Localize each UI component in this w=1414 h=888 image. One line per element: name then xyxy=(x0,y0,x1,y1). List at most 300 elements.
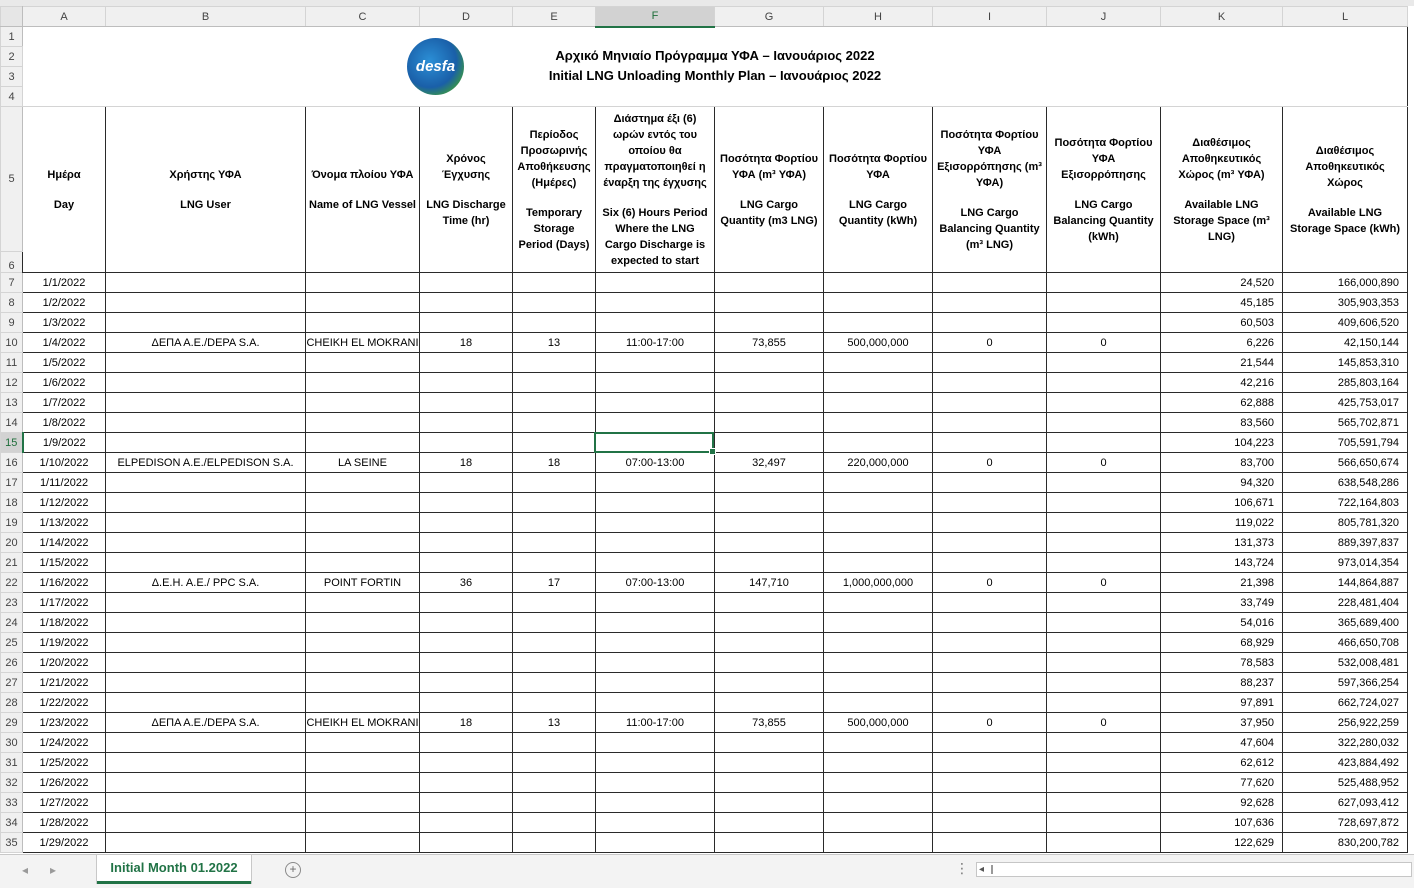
day-cell[interactable]: 1/25/2022 xyxy=(23,753,106,773)
lng-user-cell[interactable] xyxy=(106,813,306,833)
discharge-window-cell[interactable] xyxy=(596,793,715,813)
balancing-kwh-cell[interactable] xyxy=(1047,793,1161,813)
day-cell[interactable]: 1/4/2022 xyxy=(23,333,106,353)
cargo-kwh-cell[interactable] xyxy=(824,433,933,453)
vessel-cell[interactable] xyxy=(306,593,420,613)
vessel-cell[interactable] xyxy=(306,813,420,833)
discharge-window-cell[interactable]: 07:00-13:00 xyxy=(596,453,715,473)
space-kwh-cell[interactable]: 662,724,027 xyxy=(1283,693,1408,713)
discharge-window-cell[interactable] xyxy=(596,633,715,653)
discharge-window-cell[interactable] xyxy=(596,613,715,633)
space-m3-cell[interactable]: 107,636 xyxy=(1161,813,1283,833)
space-kwh-cell[interactable]: 145,853,310 xyxy=(1283,353,1408,373)
day-cell[interactable]: 1/20/2022 xyxy=(23,653,106,673)
header-cell-g[interactable] xyxy=(715,107,824,273)
lng-user-cell[interactable]: ELPEDISON A.E./ELPEDISON S.A. xyxy=(106,453,306,473)
balancing-m3-cell[interactable] xyxy=(933,373,1047,393)
lng-user-cell[interactable] xyxy=(106,313,306,333)
row-header[interactable]: 12 xyxy=(1,373,23,393)
cargo-kwh-cell[interactable] xyxy=(824,313,933,333)
storage-period-cell[interactable] xyxy=(513,793,596,813)
discharge-window-cell[interactable]: 11:00-17:00 xyxy=(596,713,715,733)
cargo-m3-cell[interactable] xyxy=(715,533,824,553)
cargo-m3-cell[interactable] xyxy=(715,513,824,533)
discharge-time-cell[interactable] xyxy=(420,653,513,673)
discharge-time-cell[interactable] xyxy=(420,373,513,393)
space-kwh-cell[interactable]: 322,280,032 xyxy=(1283,733,1408,753)
balancing-m3-cell[interactable]: 0 xyxy=(933,573,1047,593)
balancing-m3-cell[interactable] xyxy=(933,653,1047,673)
row-header[interactable]: 21 xyxy=(1,553,23,573)
balancing-kwh-cell[interactable] xyxy=(1047,553,1161,573)
vessel-cell[interactable] xyxy=(306,513,420,533)
scroll-left-icon[interactable]: ◂ xyxy=(979,864,985,875)
storage-period-cell[interactable] xyxy=(513,493,596,513)
discharge-time-cell[interactable]: 18 xyxy=(420,453,513,473)
column-header-i[interactable]: I xyxy=(933,7,1047,27)
cargo-m3-cell[interactable] xyxy=(715,773,824,793)
row-header[interactable]: 15 xyxy=(1,433,23,453)
row-header[interactable]: 20 xyxy=(1,533,23,553)
lng-user-cell[interactable] xyxy=(106,553,306,573)
cargo-kwh-cell[interactable] xyxy=(824,613,933,633)
storage-period-cell[interactable]: 13 xyxy=(513,713,596,733)
balancing-m3-cell[interactable]: 0 xyxy=(933,333,1047,353)
balancing-kwh-cell[interactable] xyxy=(1047,533,1161,553)
vessel-cell[interactable] xyxy=(306,613,420,633)
discharge-window-cell[interactable] xyxy=(596,373,715,393)
vessel-cell[interactable] xyxy=(306,433,420,453)
space-m3-cell[interactable]: 104,223 xyxy=(1161,433,1283,453)
day-cell[interactable]: 1/3/2022 xyxy=(23,313,106,333)
vessel-cell[interactable]: POINT FORTIN xyxy=(306,573,420,593)
space-m3-cell[interactable]: 47,604 xyxy=(1161,733,1283,753)
balancing-kwh-cell[interactable] xyxy=(1047,313,1161,333)
discharge-window-cell[interactable] xyxy=(596,313,715,333)
row-header[interactable]: 2 xyxy=(1,47,23,67)
balancing-kwh-cell[interactable] xyxy=(1047,693,1161,713)
cargo-m3-cell[interactable] xyxy=(715,353,824,373)
header-cell-l[interactable] xyxy=(1283,107,1408,273)
cargo-kwh-cell[interactable] xyxy=(824,533,933,553)
cargo-m3-cell[interactable] xyxy=(715,433,824,453)
day-cell[interactable]: 1/1/2022 xyxy=(23,273,106,293)
column-header-l[interactable]: L xyxy=(1283,7,1408,27)
vessel-cell[interactable] xyxy=(306,533,420,553)
discharge-window-cell[interactable] xyxy=(596,673,715,693)
vessel-cell[interactable] xyxy=(306,653,420,673)
balancing-kwh-cell[interactable]: 0 xyxy=(1047,713,1161,733)
vessel-cell[interactable]: CHEIKH EL MOKRANI xyxy=(306,333,420,353)
prev-sheet-arrow-icon[interactable]: ◂ xyxy=(22,863,29,877)
space-kwh-cell[interactable]: 42,150,144 xyxy=(1283,333,1408,353)
column-header-j[interactable]: J xyxy=(1047,7,1161,27)
balancing-m3-cell[interactable] xyxy=(933,613,1047,633)
balancing-m3-cell[interactable] xyxy=(933,813,1047,833)
day-cell[interactable]: 1/15/2022 xyxy=(23,553,106,573)
storage-period-cell[interactable] xyxy=(513,373,596,393)
space-kwh-cell[interactable]: 305,903,353 xyxy=(1283,293,1408,313)
discharge-window-cell[interactable]: 11:00-17:00 xyxy=(596,333,715,353)
lng-user-cell[interactable] xyxy=(106,353,306,373)
day-cell[interactable]: 1/19/2022 xyxy=(23,633,106,653)
row-header[interactable]: 7 xyxy=(1,273,23,293)
cargo-kwh-cell[interactable] xyxy=(824,293,933,313)
horizontal-scrollbar[interactable] xyxy=(976,862,1412,877)
lng-user-cell[interactable] xyxy=(106,293,306,313)
discharge-window-cell[interactable] xyxy=(596,473,715,493)
day-cell[interactable]: 1/8/2022 xyxy=(23,413,106,433)
header-cell-j[interactable] xyxy=(1047,107,1161,273)
discharge-time-cell[interactable]: 36 xyxy=(420,573,513,593)
space-m3-cell[interactable]: 83,560 xyxy=(1161,413,1283,433)
lng-user-cell[interactable] xyxy=(106,373,306,393)
lng-user-cell[interactable]: Δ.Ε.Η. Α.Ε./ PPC S.A. xyxy=(106,573,306,593)
space-kwh-cell[interactable]: 144,864,887 xyxy=(1283,573,1408,593)
balancing-m3-cell[interactable]: 0 xyxy=(933,713,1047,733)
balancing-kwh-cell[interactable] xyxy=(1047,473,1161,493)
cargo-m3-cell[interactable] xyxy=(715,793,824,813)
balancing-m3-cell[interactable] xyxy=(933,433,1047,453)
space-m3-cell[interactable]: 119,022 xyxy=(1161,513,1283,533)
cargo-m3-cell[interactable] xyxy=(715,273,824,293)
cargo-kwh-cell[interactable] xyxy=(824,633,933,653)
vessel-cell[interactable]: CHEIKH EL MOKRANI xyxy=(306,713,420,733)
cargo-m3-cell[interactable]: 73,855 xyxy=(715,713,824,733)
row-header[interactable]: 14 xyxy=(1,413,23,433)
space-kwh-cell[interactable]: 627,093,412 xyxy=(1283,793,1408,813)
balancing-kwh-cell[interactable] xyxy=(1047,673,1161,693)
add-sheet-icon[interactable]: + xyxy=(285,862,301,878)
row-header[interactable]: 19 xyxy=(1,513,23,533)
day-cell[interactable]: 1/29/2022 xyxy=(23,833,106,853)
balancing-m3-cell[interactable] xyxy=(933,593,1047,613)
balancing-m3-cell[interactable] xyxy=(933,793,1047,813)
vessel-cell[interactable] xyxy=(306,313,420,333)
storage-period-cell[interactable] xyxy=(513,593,596,613)
space-kwh-cell[interactable]: 805,781,320 xyxy=(1283,513,1408,533)
storage-period-cell[interactable] xyxy=(513,393,596,413)
column-header-f[interactable]: F xyxy=(596,7,715,27)
day-cell[interactable]: 1/12/2022 xyxy=(23,493,106,513)
lng-user-cell[interactable] xyxy=(106,593,306,613)
cargo-kwh-cell[interactable] xyxy=(824,493,933,513)
day-cell[interactable]: 1/27/2022 xyxy=(23,793,106,813)
balancing-m3-cell[interactable] xyxy=(933,313,1047,333)
space-kwh-cell[interactable]: 705,591,794 xyxy=(1283,433,1408,453)
balancing-kwh-cell[interactable] xyxy=(1047,833,1161,853)
lng-user-cell[interactable] xyxy=(106,393,306,413)
discharge-window-cell[interactable]: 07:00-13:00 xyxy=(596,573,715,593)
lng-user-cell[interactable] xyxy=(106,533,306,553)
discharge-window-cell[interactable] xyxy=(596,433,715,453)
storage-period-cell[interactable]: 17 xyxy=(513,573,596,593)
cargo-m3-cell[interactable] xyxy=(715,293,824,313)
balancing-kwh-cell[interactable] xyxy=(1047,273,1161,293)
cargo-m3-cell[interactable] xyxy=(715,313,824,333)
lng-user-cell[interactable] xyxy=(106,833,306,853)
cargo-m3-cell[interactable] xyxy=(715,493,824,513)
cargo-m3-cell[interactable] xyxy=(715,753,824,773)
column-header-h[interactable]: H xyxy=(824,7,933,27)
storage-period-cell[interactable]: 13 xyxy=(513,333,596,353)
space-m3-cell[interactable]: 122,629 xyxy=(1161,833,1283,853)
discharge-time-cell[interactable] xyxy=(420,273,513,293)
balancing-m3-cell[interactable] xyxy=(933,633,1047,653)
space-m3-cell[interactable]: 54,016 xyxy=(1161,613,1283,633)
space-m3-cell[interactable]: 83,700 xyxy=(1161,453,1283,473)
header-cell-h[interactable] xyxy=(824,107,933,273)
sheet-tab-initial-month[interactable]: Initial Month 01.2022 xyxy=(97,855,251,884)
storage-period-cell[interactable] xyxy=(513,473,596,493)
lng-user-cell[interactable] xyxy=(106,513,306,533)
row-header[interactable]: 35 xyxy=(1,833,23,853)
cargo-kwh-cell[interactable] xyxy=(824,593,933,613)
balancing-kwh-cell[interactable] xyxy=(1047,593,1161,613)
tab-bar-splitter-icon[interactable]: ⋮ xyxy=(955,860,970,876)
cargo-m3-cell[interactable] xyxy=(715,373,824,393)
storage-period-cell[interactable] xyxy=(513,753,596,773)
day-cell[interactable]: 1/28/2022 xyxy=(23,813,106,833)
discharge-time-cell[interactable] xyxy=(420,773,513,793)
vessel-cell[interactable]: LA SEINE xyxy=(306,453,420,473)
day-cell[interactable]: 1/17/2022 xyxy=(23,593,106,613)
header-cell-b[interactable] xyxy=(106,107,306,273)
balancing-kwh-cell[interactable]: 0 xyxy=(1047,453,1161,473)
cargo-m3-cell[interactable] xyxy=(715,833,824,853)
balancing-kwh-cell[interactable] xyxy=(1047,733,1161,753)
discharge-time-cell[interactable] xyxy=(420,513,513,533)
vessel-cell[interactable] xyxy=(306,473,420,493)
cargo-m3-cell[interactable] xyxy=(715,633,824,653)
balancing-m3-cell[interactable] xyxy=(933,693,1047,713)
storage-period-cell[interactable] xyxy=(513,273,596,293)
space-kwh-cell[interactable]: 228,481,404 xyxy=(1283,593,1408,613)
discharge-time-cell[interactable] xyxy=(420,433,513,453)
lng-user-cell[interactable] xyxy=(106,733,306,753)
discharge-time-cell[interactable]: 18 xyxy=(420,333,513,353)
lng-user-cell[interactable] xyxy=(106,673,306,693)
lng-user-cell[interactable] xyxy=(106,753,306,773)
day-cell[interactable]: 1/9/2022 xyxy=(23,433,106,453)
cargo-m3-cell[interactable] xyxy=(715,393,824,413)
balancing-kwh-cell[interactable] xyxy=(1047,513,1161,533)
space-m3-cell[interactable]: 68,929 xyxy=(1161,633,1283,653)
cargo-m3-cell[interactable] xyxy=(715,733,824,753)
next-sheet-arrow-icon[interactable]: ▸ xyxy=(50,863,57,877)
row-header[interactable]: 25 xyxy=(1,633,23,653)
balancing-m3-cell[interactable] xyxy=(933,393,1047,413)
header-cell-d[interactable] xyxy=(420,107,513,273)
storage-period-cell[interactable] xyxy=(513,613,596,633)
lng-user-cell[interactable] xyxy=(106,433,306,453)
storage-period-cell[interactable] xyxy=(513,413,596,433)
space-m3-cell[interactable]: 60,503 xyxy=(1161,313,1283,333)
day-cell[interactable]: 1/21/2022 xyxy=(23,673,106,693)
space-kwh-cell[interactable]: 597,366,254 xyxy=(1283,673,1408,693)
storage-period-cell[interactable] xyxy=(513,653,596,673)
discharge-window-cell[interactable] xyxy=(596,833,715,853)
space-m3-cell[interactable]: 37,950 xyxy=(1161,713,1283,733)
storage-period-cell[interactable]: 18 xyxy=(513,453,596,473)
balancing-m3-cell[interactable] xyxy=(933,413,1047,433)
storage-period-cell[interactable] xyxy=(513,553,596,573)
cargo-kwh-cell[interactable]: 500,000,000 xyxy=(824,713,933,733)
balancing-m3-cell[interactable] xyxy=(933,753,1047,773)
space-m3-cell[interactable]: 94,320 xyxy=(1161,473,1283,493)
row-header[interactable]: 18 xyxy=(1,493,23,513)
cargo-m3-cell[interactable] xyxy=(715,593,824,613)
cargo-kwh-cell[interactable] xyxy=(824,373,933,393)
lng-user-cell[interactable] xyxy=(106,793,306,813)
balancing-m3-cell[interactable] xyxy=(933,553,1047,573)
discharge-time-cell[interactable] xyxy=(420,673,513,693)
row-header[interactable]: 13 xyxy=(1,393,23,413)
row-header[interactable]: 6 xyxy=(1,252,23,273)
space-m3-cell[interactable]: 106,671 xyxy=(1161,493,1283,513)
row-header[interactable]: 8 xyxy=(1,293,23,313)
spreadsheet-grid[interactable] xyxy=(0,6,1414,853)
vessel-cell[interactable] xyxy=(306,273,420,293)
balancing-m3-cell[interactable] xyxy=(933,833,1047,853)
storage-period-cell[interactable] xyxy=(513,813,596,833)
day-cell[interactable]: 1/23/2022 xyxy=(23,713,106,733)
balancing-m3-cell[interactable] xyxy=(933,673,1047,693)
day-cell[interactable]: 1/10/2022 xyxy=(23,453,106,473)
balancing-kwh-cell[interactable] xyxy=(1047,393,1161,413)
lng-user-cell[interactable] xyxy=(106,273,306,293)
space-kwh-cell[interactable]: 425,753,017 xyxy=(1283,393,1408,413)
cargo-kwh-cell[interactable] xyxy=(824,653,933,673)
space-m3-cell[interactable]: 21,544 xyxy=(1161,353,1283,373)
row-header[interactable]: 9 xyxy=(1,313,23,333)
balancing-kwh-cell[interactable]: 0 xyxy=(1047,573,1161,593)
balancing-m3-cell[interactable] xyxy=(933,473,1047,493)
storage-period-cell[interactable] xyxy=(513,533,596,553)
discharge-window-cell[interactable] xyxy=(596,773,715,793)
discharge-time-cell[interactable] xyxy=(420,533,513,553)
column-header-d[interactable]: D xyxy=(420,7,513,27)
discharge-window-cell[interactable] xyxy=(596,653,715,673)
discharge-time-cell[interactable] xyxy=(420,753,513,773)
cargo-m3-cell[interactable] xyxy=(715,413,824,433)
lng-user-cell[interactable]: ΔΕΠΑ Α.Ε./DEPA S.A. xyxy=(106,333,306,353)
row-header[interactable]: 3 xyxy=(1,67,23,87)
day-cell[interactable]: 1/22/2022 xyxy=(23,693,106,713)
space-kwh-cell[interactable]: 566,650,674 xyxy=(1283,453,1408,473)
cargo-m3-cell[interactable] xyxy=(715,553,824,573)
discharge-window-cell[interactable] xyxy=(596,693,715,713)
space-kwh-cell[interactable]: 565,702,871 xyxy=(1283,413,1408,433)
space-m3-cell[interactable]: 92,628 xyxy=(1161,793,1283,813)
row-header[interactable]: 33 xyxy=(1,793,23,813)
vessel-cell[interactable] xyxy=(306,373,420,393)
balancing-kwh-cell[interactable] xyxy=(1047,373,1161,393)
day-cell[interactable]: 1/7/2022 xyxy=(23,393,106,413)
discharge-window-cell[interactable] xyxy=(596,293,715,313)
storage-period-cell[interactable] xyxy=(513,633,596,653)
discharge-time-cell[interactable] xyxy=(420,313,513,333)
space-m3-cell[interactable]: 131,373 xyxy=(1161,533,1283,553)
cargo-kwh-cell[interactable] xyxy=(824,413,933,433)
discharge-window-cell[interactable] xyxy=(596,593,715,613)
space-kwh-cell[interactable]: 256,922,259 xyxy=(1283,713,1408,733)
space-kwh-cell[interactable]: 423,884,492 xyxy=(1283,753,1408,773)
balancing-m3-cell[interactable] xyxy=(933,513,1047,533)
space-kwh-cell[interactable]: 728,697,872 xyxy=(1283,813,1408,833)
cargo-kwh-cell[interactable] xyxy=(824,753,933,773)
day-cell[interactable]: 1/24/2022 xyxy=(23,733,106,753)
vessel-cell[interactable] xyxy=(306,293,420,313)
row-header[interactable]: 16 xyxy=(1,453,23,473)
row-header[interactable]: 4 xyxy=(1,87,23,107)
discharge-time-cell[interactable] xyxy=(420,413,513,433)
discharge-window-cell[interactable] xyxy=(596,813,715,833)
cargo-kwh-cell[interactable] xyxy=(824,473,933,493)
row-header[interactable]: 32 xyxy=(1,773,23,793)
balancing-kwh-cell[interactable] xyxy=(1047,813,1161,833)
lng-user-cell[interactable] xyxy=(106,613,306,633)
header-cell-e[interactable] xyxy=(513,107,596,273)
space-m3-cell[interactable]: 88,237 xyxy=(1161,673,1283,693)
vessel-cell[interactable] xyxy=(306,753,420,773)
cargo-m3-cell[interactable] xyxy=(715,693,824,713)
discharge-time-cell[interactable] xyxy=(420,813,513,833)
day-cell[interactable]: 1/18/2022 xyxy=(23,613,106,633)
balancing-m3-cell[interactable] xyxy=(933,533,1047,553)
row-header[interactable]: 24 xyxy=(1,613,23,633)
day-cell[interactable]: 1/16/2022 xyxy=(23,573,106,593)
storage-period-cell[interactable] xyxy=(513,313,596,333)
sheet-table[interactable] xyxy=(0,6,1408,853)
balancing-m3-cell[interactable]: 0 xyxy=(933,453,1047,473)
cargo-kwh-cell[interactable] xyxy=(824,773,933,793)
space-m3-cell[interactable]: 62,612 xyxy=(1161,753,1283,773)
cargo-kwh-cell[interactable] xyxy=(824,353,933,373)
row-header[interactable]: 27 xyxy=(1,673,23,693)
storage-period-cell[interactable] xyxy=(513,773,596,793)
balancing-m3-cell[interactable] xyxy=(933,353,1047,373)
space-kwh-cell[interactable]: 466,650,708 xyxy=(1283,633,1408,653)
day-cell[interactable]: 1/26/2022 xyxy=(23,773,106,793)
balancing-m3-cell[interactable] xyxy=(933,493,1047,513)
space-m3-cell[interactable]: 33,749 xyxy=(1161,593,1283,613)
cargo-m3-cell[interactable]: 32,497 xyxy=(715,453,824,473)
row-header[interactable]: 5 xyxy=(1,107,23,252)
row-header[interactable]: 28 xyxy=(1,693,23,713)
vessel-cell[interactable] xyxy=(306,633,420,653)
space-kwh-cell[interactable]: 889,397,837 xyxy=(1283,533,1408,553)
space-kwh-cell[interactable]: 166,000,890 xyxy=(1283,273,1408,293)
vessel-cell[interactable] xyxy=(306,353,420,373)
cargo-m3-cell[interactable] xyxy=(715,673,824,693)
balancing-kwh-cell[interactable] xyxy=(1047,633,1161,653)
column-header-k[interactable]: K xyxy=(1161,7,1283,27)
header-cell-i[interactable] xyxy=(933,107,1047,273)
cargo-kwh-cell[interactable] xyxy=(824,513,933,533)
discharge-time-cell[interactable] xyxy=(420,833,513,853)
cargo-kwh-cell[interactable] xyxy=(824,693,933,713)
header-cell-k[interactable] xyxy=(1161,107,1283,273)
row-header[interactable]: 23 xyxy=(1,593,23,613)
lng-user-cell[interactable] xyxy=(106,773,306,793)
vessel-cell[interactable] xyxy=(306,553,420,573)
row-header[interactable]: 30 xyxy=(1,733,23,753)
header-cell-f[interactable] xyxy=(596,107,715,273)
vessel-cell[interactable] xyxy=(306,833,420,853)
discharge-time-cell[interactable] xyxy=(420,293,513,313)
balancing-m3-cell[interactable] xyxy=(933,273,1047,293)
